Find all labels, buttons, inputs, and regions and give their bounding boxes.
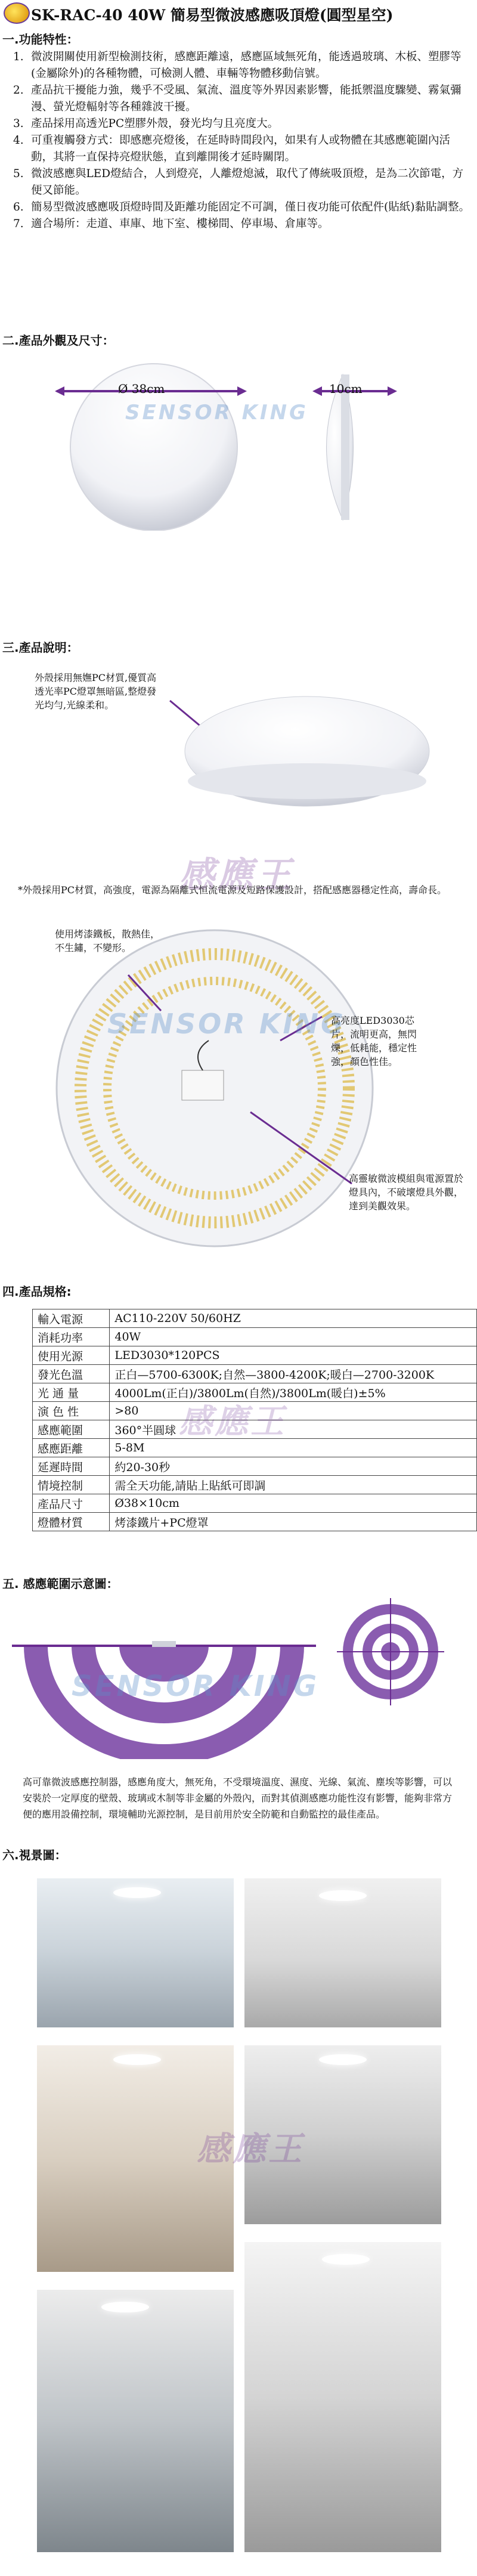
scene-lamp-2 (319, 1890, 367, 1901)
callout-plate: 使用烤漆鐵板，散熱佳，不生鏽，不變形。 (55, 928, 160, 953)
callout-shell: 外殼採用無嫵PC材質,優質高透光率PC燈罩無暗區,整燈發光均勻,光線柔和。 (35, 672, 157, 711)
spec-row (33, 1365, 477, 1383)
description-heading: 三.產品說明： (2, 640, 79, 655)
scene-lamp-1 (113, 1887, 161, 1898)
feature-item (13, 199, 471, 216)
spec-row (33, 1309, 477, 1328)
spec-value: AC110-220V 50/60HZ (110, 1309, 477, 1328)
spec-key: 延遲時間 (33, 1457, 110, 1476)
feature-number: 2. (13, 84, 24, 97)
spec-value: Ø38×10cm (110, 1494, 477, 1513)
lamp-rim (188, 763, 426, 799)
spec-key: 光 通 量 (33, 1383, 110, 1402)
feature-item (13, 132, 471, 166)
brand-logo (4, 2, 30, 24)
scene-photo-5 (37, 2290, 234, 2552)
dimensions-heading: 二.產品外觀及尺寸： (2, 333, 114, 348)
scene-photo-1 (37, 1878, 234, 2027)
lamp-dome-figure (0, 662, 477, 859)
lamp-side-base (341, 374, 349, 520)
spec-key: 消耗功率 (33, 1328, 110, 1346)
spec-value: 5-8M (110, 1439, 477, 1457)
feature-text: 微波開關使用新型檢測技術，感應距離遠，感應區域無死角，能透過玻璃、木板、塑膠等(金屬除外)的各種物體，可檢測人體、車輛等物體移動信號。 (31, 51, 461, 80)
feature-text: 產品採用高透光PC塑膠外殼，發光均勻且亮度大。 (31, 117, 279, 130)
feature-item (13, 49, 471, 82)
feature-item (13, 116, 471, 132)
height-arrow-right (388, 386, 397, 396)
callout-led: 高亮度LED3030芯片，流明更高，無閃爍，低耗能，穩定性強，顏色性佳。 (331, 1015, 417, 1067)
spec-value: 40W (110, 1328, 477, 1346)
description-note: *外殼採用PC材質，高強度，電源為隔離式恒流電源及短路保護設計，搭配感應器穩定性高，壽命長。 (18, 884, 447, 896)
spec-value: 約20-30秒 (110, 1457, 477, 1476)
spec-key: 感應距離 (33, 1439, 110, 1457)
feature-item (13, 166, 471, 199)
watermark-text-3: SENSOR KING (72, 1670, 320, 1703)
scene-lamp-5 (101, 2302, 149, 2312)
spec-row (33, 1513, 477, 1531)
spec-key: 演 色 性 (33, 1402, 110, 1420)
feature-text: 適合場所：走道、車庫、地下室、樓梯間、停車場、倉庫等。 (31, 218, 329, 230)
spec-key: 輸入電源 (33, 1309, 110, 1328)
spec-value: 360°半圓球 (110, 1420, 477, 1439)
scene-lamp-6 (322, 2254, 370, 2265)
feature-number: 5. (13, 168, 24, 180)
diameter-arrow-right (237, 386, 247, 396)
spec-key: 感應範圍 (33, 1420, 110, 1439)
feature-text: 產品抗干擾能力強，幾乎不受風、氣流、溫度等外界因素影響，能抵禦溫度驟變、霧氣彌漫、螢光燈輻射等各種雜波干擾。 (31, 84, 461, 113)
sensing-heading: 五. 感應範圍示意圖： (2, 1577, 119, 1591)
sensor-module (182, 1070, 224, 1100)
spec-key: 燈體材質 (33, 1513, 110, 1531)
feature-number: 3. (13, 117, 24, 130)
features-heading: 一.功能特性： (2, 32, 79, 47)
feature-text: 可重複觸發方式：即感應亮燈後，在延時時間段內，如果有人或物體在其感應範圍內活動，其將一直保持亮燈狀態，直到離開後才延時關閉。 (31, 134, 451, 163)
feature-item (13, 82, 471, 116)
callout-module: 高靈敏微波模組與電源置於燈具內，不破壞燈具外觀，達到美觀效果。 (349, 1173, 464, 1212)
feature-number: 1. (13, 51, 24, 63)
height-arrow-left (312, 386, 322, 396)
spec-row (33, 1494, 477, 1513)
spec-key: 發光色溫 (33, 1365, 110, 1383)
spec-key: 情境控制 (33, 1476, 110, 1494)
scenes-heading: 六.視景圖： (2, 1848, 67, 1862)
spec-value: >80 (110, 1402, 477, 1420)
feature-number: 4. (13, 134, 24, 147)
feature-number: 7. (13, 218, 24, 230)
height-label: 10cm (329, 382, 363, 396)
feature-item (13, 216, 471, 233)
scene-photo-6 (244, 2242, 441, 2552)
watermark-cn-2: 感應王 (179, 1402, 286, 1441)
watermark-text: SENSOR KING (125, 401, 308, 425)
spec-key: 產品尺寸 (33, 1494, 110, 1513)
features-list (13, 49, 471, 233)
scene-lamp-3 (113, 2054, 161, 2065)
spec-row (33, 1457, 477, 1476)
spec-value: LED3030*120PCS (110, 1346, 477, 1365)
spec-value: 4000Lm(正白)/3800Lm(自然)/3800Lm(暖白)±5% (110, 1383, 477, 1402)
specs-heading: 四.產品規格: (2, 1284, 72, 1299)
spec-value: 烤漆鐵片+PC燈罩 (110, 1513, 477, 1531)
dimensions-figure (0, 352, 477, 531)
spec-row (33, 1346, 477, 1365)
feature-text: 微波感應與LED燈結合，人到燈亮，人離燈熄滅，取代了傳統吸頂燈，是為二次節電，方便又節能。 (31, 168, 464, 197)
watermark-cn: 感應王 (179, 854, 293, 896)
feature-text: 簡易型微波感應吸頂燈時間及距離功能固定不可調，僅日夜功能可依配件(貼紙)黏貼調整。 (31, 201, 470, 213)
sensing-paragraph: 高可靠微波感應控制器，感應角度大，無死角，不受環境溫度、濕度、光線、氣流、塵埃等影響，可以安裝於一定厚度的壁殼、玻璃或木制等非金屬的外殼內，而對其偵測感應功能性沒有影響，能夠非常方便的應用設備控制，環境輔助光源控制，是目前用於安全防範和自動監控的最佳產品。 (23, 1776, 453, 1820)
spec-row (33, 1328, 477, 1346)
diameter-arrow-left (55, 386, 64, 396)
sensing-top-view (337, 1598, 444, 1705)
spec-value: 需全天功能,請貼上貼紙可即調 (110, 1476, 477, 1494)
watermark-text-2: SENSOR KING (107, 1008, 346, 1040)
spec-key: 使用光源 (33, 1346, 110, 1365)
page-title: SK-RAC-40 40W 簡易型微波感應吸頂燈(圓型星空) (31, 7, 394, 24)
feature-number: 6. (13, 201, 24, 213)
spec-value: 正白—5700-6300K;自然—3800-4200K;暖白—2700-3200K (110, 1365, 477, 1383)
scene-lamp-4 (319, 2054, 367, 2065)
spec-row (33, 1476, 477, 1494)
watermark-cn-3: 感應王 (197, 2130, 304, 2169)
diameter-label: Ø 38cm (118, 382, 165, 396)
sensor-lamp-side (152, 1641, 176, 1647)
